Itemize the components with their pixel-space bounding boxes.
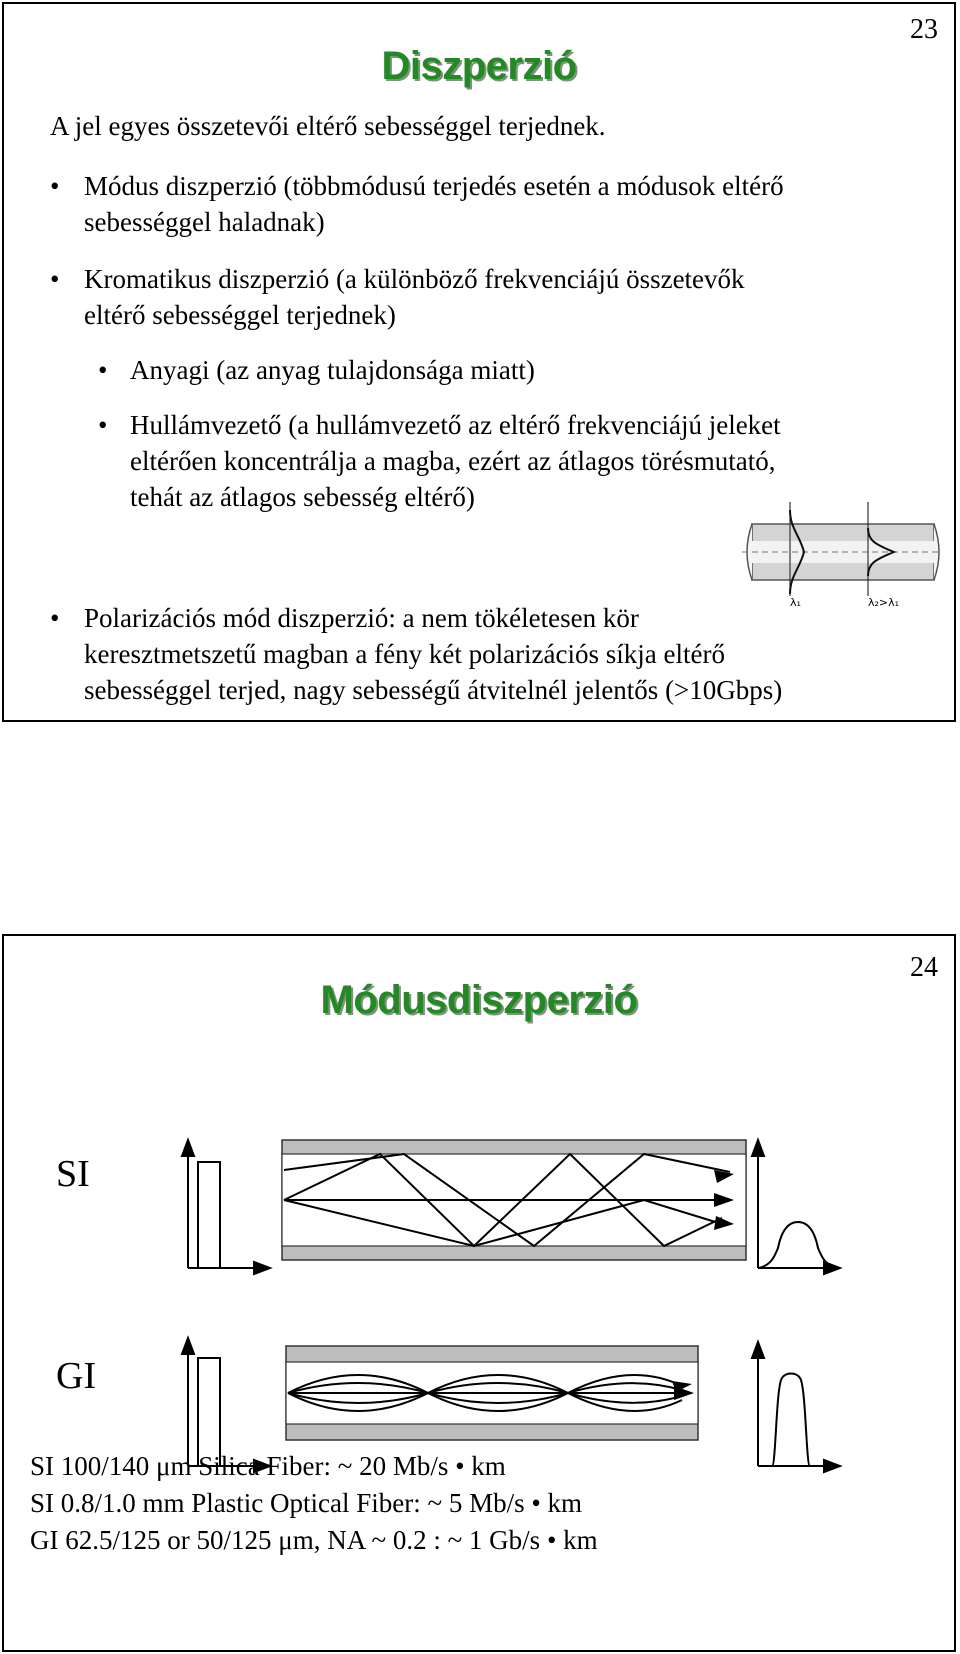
page-number: 23 (910, 14, 938, 45)
figure-label: λ₂>λ₁ (868, 596, 900, 609)
bullet-line: sebességgel haladnak) (84, 207, 325, 237)
bullet-marker: • (50, 603, 60, 633)
spec-caption: SI 0.8/1.0 mm Plastic Optical Fiber: ~ 5 Mb/s • km (30, 1488, 583, 1518)
bullet-line: sebességgel terjed, nagy sebességű átvitelnél jelentős (>10Gbps) (84, 675, 783, 705)
bullet-marker: • (50, 171, 60, 201)
bullet-line: keresztmetszetű magban a fény két polarizációs síkja eltérő (84, 639, 725, 669)
bullet-line: Anyagi (az anyag tulajdonsága miatt) (130, 355, 535, 385)
output-pulse-gi (752, 1342, 840, 1472)
spec-caption: GI 62.5/125 or 50/125 μm, NA ~ 0.2 : ~ 1 Gb/s • km (30, 1525, 598, 1555)
output-pulse-si (752, 1140, 840, 1274)
graded-index-fiber (286, 1346, 698, 1440)
spec-caption: SI 100/140 μm Silica Fiber: ~ 20 Mb/s • km (30, 1451, 506, 1481)
bullet-line: eltérően koncentrálja a magba, ezért az átlagos törésmutató, (130, 446, 776, 476)
bullet-line: Polarizációs mód diszperzió: a nem tökéletesen kör (84, 603, 639, 633)
graded-index-label: GI (56, 1355, 97, 1397)
slide-24 (2, 934, 956, 1652)
step-index-diagram (174, 1140, 854, 1280)
waveguide-mode-figure (742, 500, 942, 620)
slide-title: Diszperzió (381, 44, 577, 88)
slide-23 (2, 2, 956, 722)
figure-label: λ₁ (790, 596, 801, 609)
bullet-line: Kromatikus diszperzió (a különböző frekvenciájú összetevők (84, 264, 745, 294)
bullet-marker: • (98, 355, 108, 385)
bullet-line: Módus diszperzió (többmódusú terjedés esetén a módusok eltérő (84, 171, 784, 201)
bullet-line: tehát az átlagos sebesség eltérő) (130, 482, 475, 512)
intro-text: A jel egyes összetevői eltérő sebességgel terjednek. (50, 111, 606, 141)
bullet-line: eltérő sebességgel terjednek) (84, 300, 396, 330)
page-number: 24 (910, 952, 938, 983)
input-pulse-si (182, 1140, 270, 1274)
step-index-fiber (282, 1140, 746, 1260)
step-index-label: SI (56, 1153, 90, 1195)
slide-title: Módusdiszperzió (320, 978, 638, 1022)
bullet-line: Hullámvezető (a hullámvezető az eltérő frekvenciájú jeleket (130, 410, 781, 440)
bullet-marker: • (50, 264, 60, 294)
bullet-marker: • (98, 410, 108, 440)
